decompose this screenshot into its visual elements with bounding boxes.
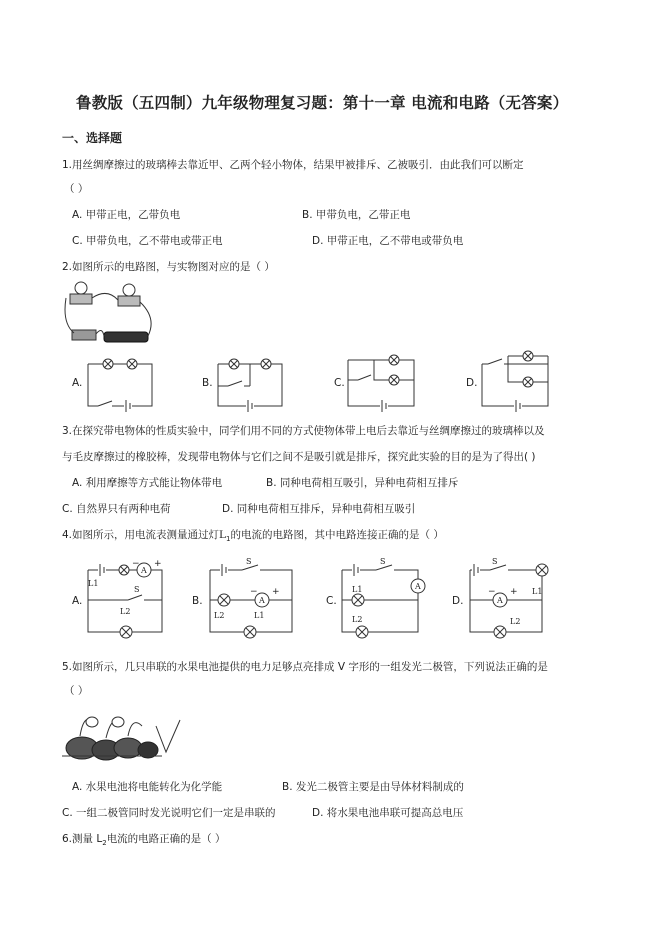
q2-option-d[interactable]: D. bbox=[466, 377, 478, 389]
q1-option-a[interactable]: A. 甲带正电，乙带负电 bbox=[72, 209, 181, 221]
q3-option-c[interactable]: C. 自然界只有两种电荷 bbox=[62, 503, 171, 515]
q3-option-d[interactable]: D. 同种电荷相互排斥，异种电荷相互吸引 bbox=[222, 503, 416, 515]
q5-stem-line1: 5.如图所示，几只串联的水果电池提供的电力足够点亮排成 V 字形的一组发光二极管，下列说法正确的是 bbox=[62, 661, 548, 673]
q3-stem-line1: 3.在探究带电物体的性质实验中，同学们用不同的方式使物体带上电后去靠近与丝绸摩擦过的玻璃棒以及 bbox=[62, 425, 545, 437]
q4-circuit-d bbox=[466, 558, 562, 644]
q1-stem-line1: 1.用丝绸摩擦过的玻璃棒去靠近甲、乙两个轻小物体，结果甲被排斥、乙被吸引．由此我们可以断定 bbox=[62, 159, 524, 171]
q3-stem-line2: 与毛皮摩擦过的橡胶棒，发现带电物体与它们之间不是吸引就是排斥，探究此实验的目的是为了得出( ) bbox=[62, 451, 536, 463]
q6-stem-sub: 2 bbox=[102, 839, 107, 848]
q4d-label-s: S bbox=[492, 557, 498, 566]
q4a-ammeter-letter: A bbox=[141, 566, 147, 575]
q4-circuit-a bbox=[84, 558, 166, 644]
q4b-label-s: S bbox=[246, 557, 252, 566]
q4d-minus: − bbox=[488, 587, 496, 597]
q6-stem bbox=[62, 832, 226, 850]
q2-option-a[interactable]: A. bbox=[72, 377, 83, 389]
q5-fruit-battery-figure bbox=[62, 708, 188, 764]
q4-stem-sub: 1 bbox=[226, 535, 231, 544]
q4d-plus: + bbox=[510, 587, 518, 597]
q4b-minus: − bbox=[250, 587, 258, 597]
q5-option-a[interactable]: A. 水果电池将电能转化为化学能 bbox=[72, 781, 223, 793]
q5-option-b[interactable]: B. 发光二极管主要是由导体材料制成的 bbox=[282, 781, 464, 793]
q4b-plus: + bbox=[272, 587, 280, 597]
q1-option-c[interactable]: C. 甲带负电，乙不带电或带正电 bbox=[72, 235, 223, 247]
q2-option-b[interactable]: B. bbox=[202, 377, 213, 389]
q3-option-a[interactable]: A. 利用摩擦等方式能让物体带电 bbox=[72, 477, 223, 489]
q4d-label-l2: L2 bbox=[510, 617, 521, 626]
q4-stem-post: 的电流的电路图，其中电路连接正确的是（ ） bbox=[230, 529, 444, 541]
q4-stem bbox=[62, 528, 444, 546]
q5-stem-line2: （ ） bbox=[64, 685, 89, 697]
q2-circuit-c bbox=[344, 350, 418, 412]
q3-option-b[interactable]: B. 同种电荷相互吸引，异种电荷相互排斥 bbox=[266, 477, 459, 489]
q4c-label-l1: L1 bbox=[352, 585, 363, 594]
q2-circuit-d bbox=[478, 350, 552, 412]
q1-option-b[interactable]: B. 甲带负电，乙带正电 bbox=[302, 209, 411, 221]
q1-option-d[interactable]: D. 甲带正电，乙不带电或带负电 bbox=[312, 235, 464, 247]
q4a-label-s: S bbox=[134, 585, 140, 594]
q4c-label-l2: L2 bbox=[352, 615, 363, 624]
q2-option-c[interactable]: C. bbox=[334, 377, 345, 389]
q4b-label-l2: L2 bbox=[214, 611, 225, 620]
page-title: 鲁教版（五四制）九年级物理复习题：第十一章 电流和电路（无答案） bbox=[76, 93, 569, 112]
q4-circuit-b bbox=[206, 558, 296, 644]
q4c-label-s: S bbox=[380, 557, 386, 566]
q5-option-c[interactable]: C. 一组二极管同时发光说明它们一定是串联的 bbox=[62, 807, 276, 819]
q4-option-a[interactable]: A. bbox=[72, 595, 83, 607]
q4-stem-pre: 4.如图所示，用电流表测量通过灯 bbox=[62, 529, 220, 541]
section-heading: 一、选择题 bbox=[62, 131, 123, 145]
q4b-label-l1: L1 bbox=[254, 611, 265, 620]
q2-circuit-a bbox=[84, 356, 156, 412]
q2-physical-circuit-figure bbox=[62, 278, 162, 350]
q5-option-d[interactable]: D. 将水果电池串联可提高总电压 bbox=[312, 807, 464, 819]
q2-stem: 2.如图所示的电路图，与实物图对应的是（ ） bbox=[62, 261, 275, 273]
q4-circuit-c bbox=[338, 558, 430, 644]
q4-stem-lamp: L bbox=[219, 529, 227, 541]
q4b-ammeter-letter: A bbox=[259, 596, 265, 605]
q1-stem-line2: （ ） bbox=[64, 183, 89, 195]
q4d-label-l1: L1 bbox=[532, 587, 543, 596]
q2-circuit-b bbox=[214, 356, 286, 412]
q4a-label-l1: L1 bbox=[88, 579, 99, 588]
q4-option-d[interactable]: D. bbox=[452, 595, 464, 607]
q4-option-c[interactable]: C. bbox=[326, 595, 337, 607]
q6-stem-post: 电流的电路正确的是（ ） bbox=[106, 833, 226, 845]
q4a-minus: − bbox=[132, 559, 140, 569]
q4a-plus: + bbox=[154, 559, 162, 569]
q4c-ammeter-letter: A bbox=[415, 582, 421, 591]
q6-stem-lamp: L bbox=[96, 833, 103, 845]
q6-stem-pre: 6.测量 bbox=[62, 833, 97, 845]
q4-option-b[interactable]: B. bbox=[192, 595, 203, 607]
q4d-ammeter-letter: A bbox=[497, 596, 503, 605]
q4a-label-l2: L2 bbox=[120, 607, 131, 616]
